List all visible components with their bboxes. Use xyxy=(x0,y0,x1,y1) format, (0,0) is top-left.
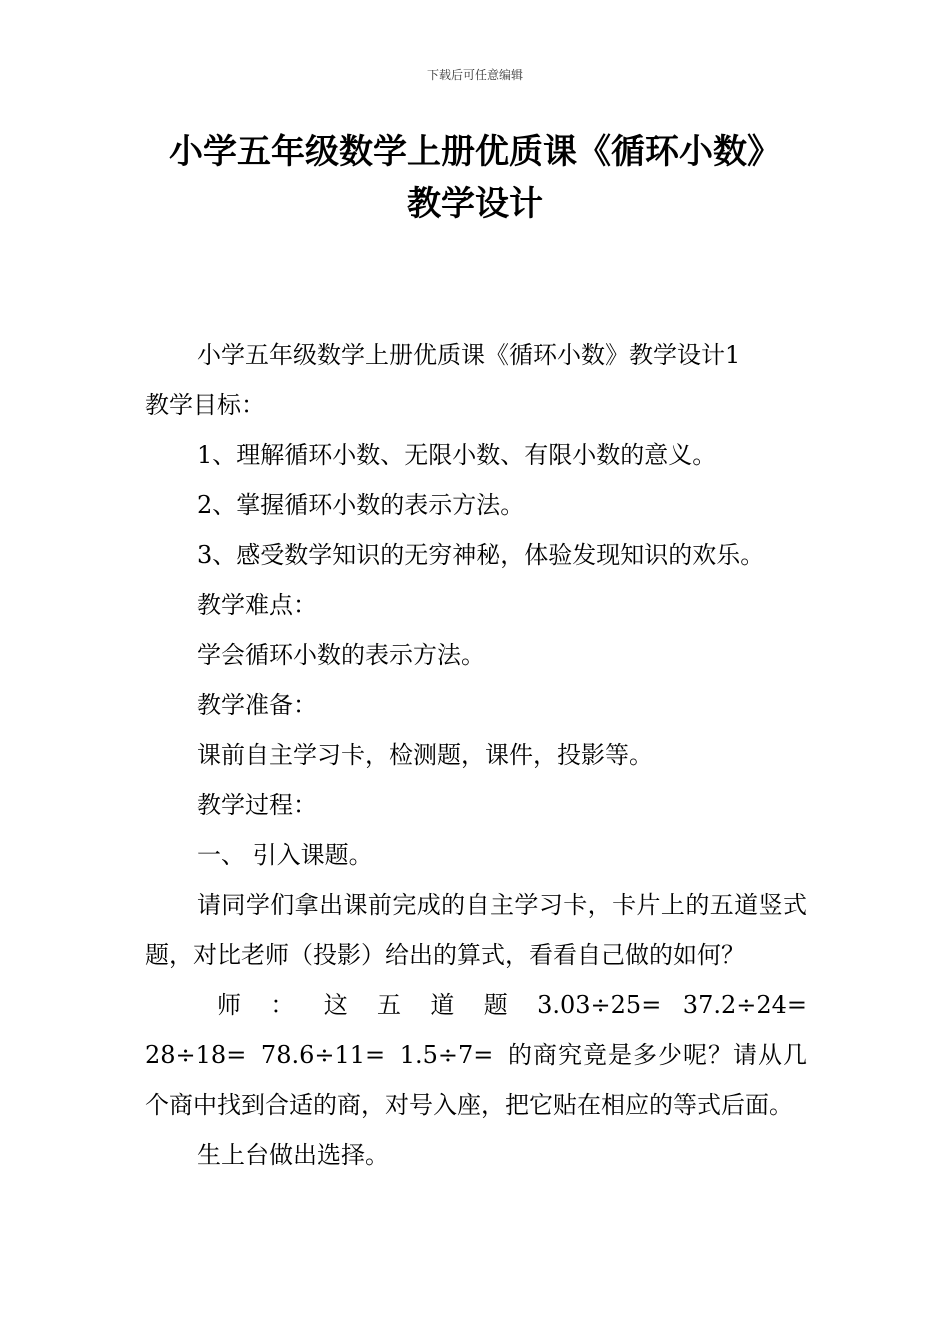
objective-2: 2、掌握循环小数的表示方法。 xyxy=(197,491,525,519)
paragraph-instruction: 请同学们拿出课前完成的自主学习卡，卡片上的五道竖式题，对比老师（投影）给出的算式，看看自己做的如何？ xyxy=(145,891,807,969)
header-note: 下载后可任意编辑 xyxy=(426,68,523,82)
title-line-2: 教学设计 xyxy=(407,184,543,224)
objective-1: 1、理解循环小数、无限小数、有限小数的意义。 xyxy=(197,441,717,469)
title-line-1: 小学五年级数学上册优质课《循环小数》 xyxy=(169,132,781,172)
paragraph-intro: 小学五年级数学上册优质课《循环小数》教学设计1 xyxy=(197,341,741,369)
heading-preparation: 教学准备： xyxy=(197,691,317,719)
heading-difficulty: 教学难点： xyxy=(197,591,317,619)
document-body xyxy=(145,330,807,1180)
document-title xyxy=(60,126,890,230)
heading-objectives: 教学目标： xyxy=(145,391,265,419)
objective-3: 3、感受数学知识的无穷神秘，体验发现知识的欢乐。 xyxy=(197,541,765,569)
difficulty-text: 学会循环小数的表示方法。 xyxy=(197,641,485,669)
section-1-heading: 一、 引入课题。 xyxy=(197,841,373,869)
paragraph-student: 生上台做出选择。 xyxy=(197,1141,389,1169)
paragraph-teacher: 师 ： 这 五 道 题 3.03÷25= 37.2÷24= 28÷18= 78.6÷11= 1.5÷7= 的商究竟是多少呢？请从几个商中找到合适的商，对号入座，把它贴在相应的等式后面。 xyxy=(145,991,807,1119)
heading-process: 教学过程： xyxy=(197,791,317,819)
preparation-text: 课前自主学习卡，检测题，课件，投影等。 xyxy=(197,741,653,769)
